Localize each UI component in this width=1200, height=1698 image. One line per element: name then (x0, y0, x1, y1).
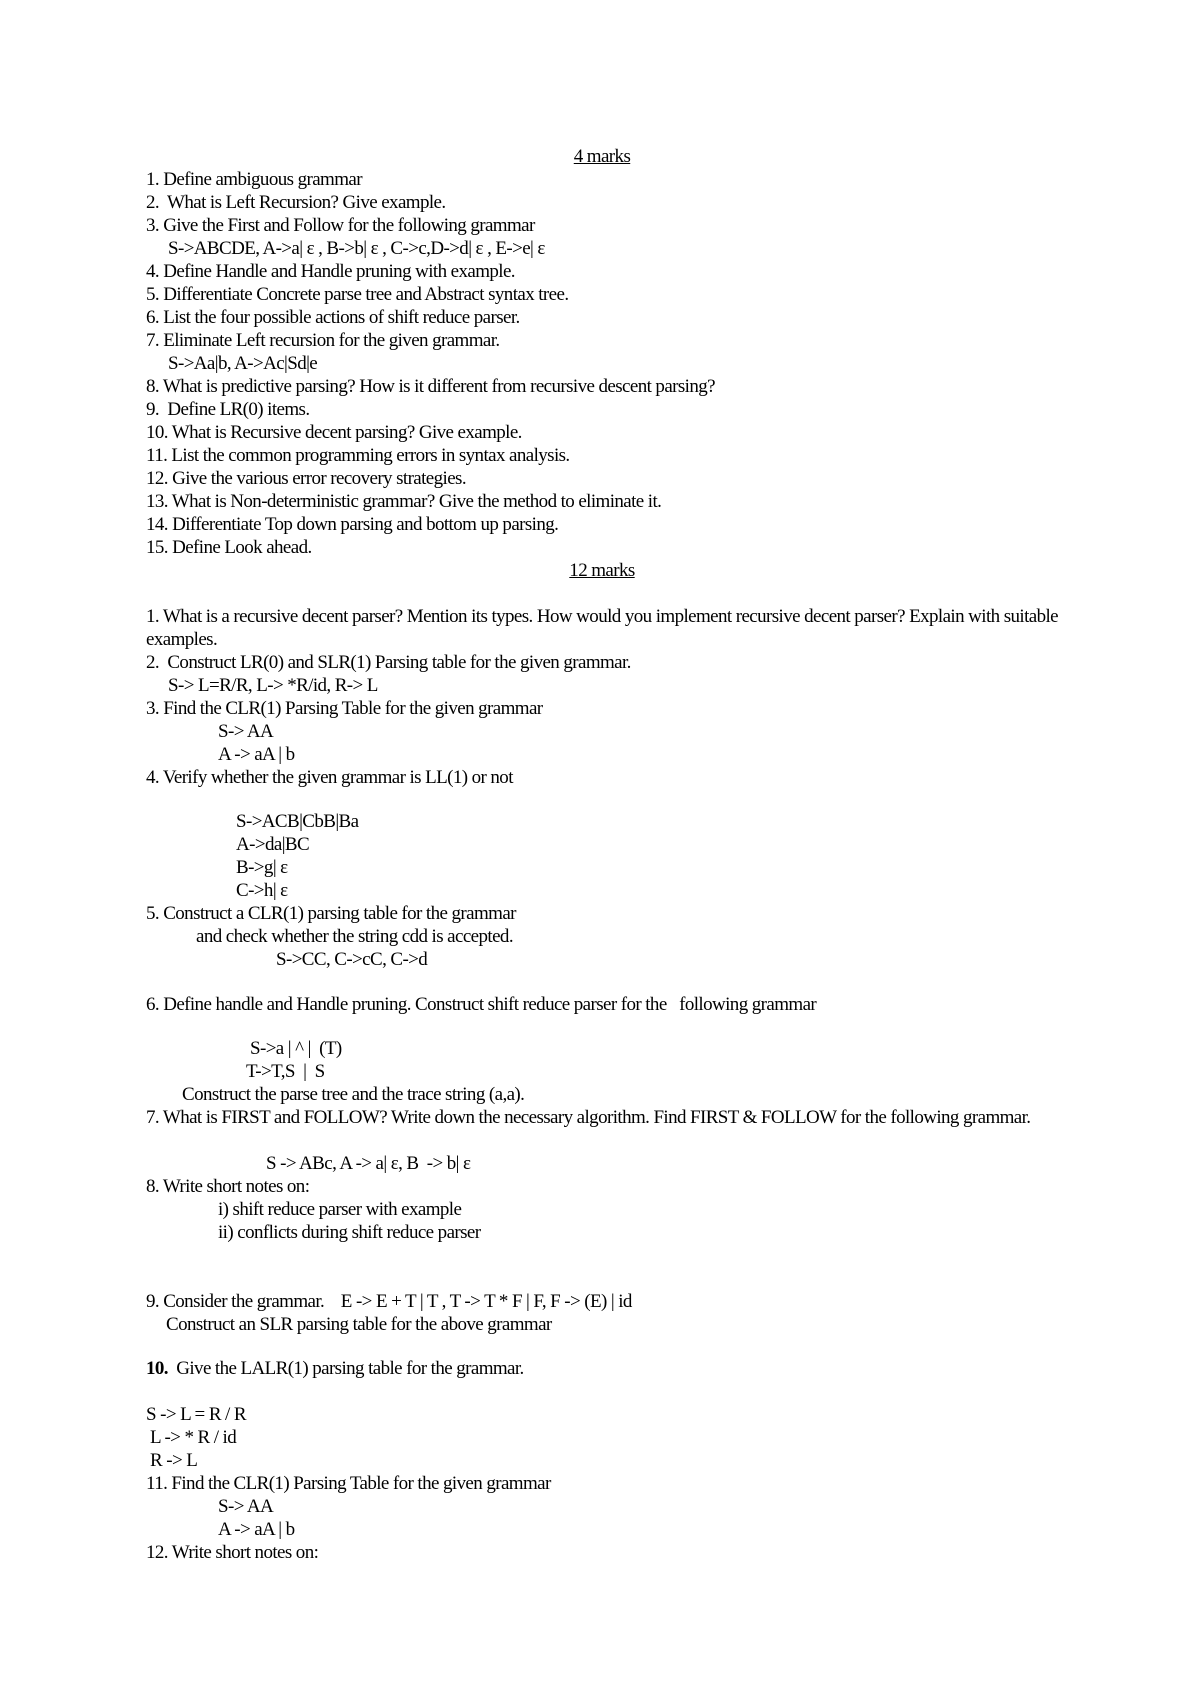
question-8: 8. Write short notes on: (146, 1176, 310, 1197)
question-line: 4. Define Handle and Handle pruning with example. (146, 261, 515, 282)
question-line: 7. Eliminate Left recursion for the given grammar. (146, 330, 500, 351)
question-6-continued: Construct the parse tree and the trace string (a,a). (182, 1084, 525, 1105)
question-line: 3. Give the First and Follow for the following grammar (146, 215, 535, 236)
question-5-continued: and check whether the string cdd is accepted. (196, 926, 513, 947)
question-line: 9. Define LR(0) items. (146, 399, 310, 420)
grammar-line: S->ABCDE, A->a| ε , B->b| ε , C->c,D->d| ε , E->e| ε (168, 238, 545, 259)
question-line: 11. List the common programming errors in syntax analysis. (146, 445, 570, 466)
question-line: 5. Differentiate Concrete parse tree and Abstract syntax tree. (146, 284, 569, 305)
grammar-line: S -> ABc, A -> a| ε, B -> b| ε (266, 1153, 471, 1174)
grammar-line: A->da|BC (236, 834, 310, 855)
grammar-line: A -> aA | b (218, 744, 295, 765)
grammar-line: C->h| ε (236, 880, 288, 901)
question-line: 14. Differentiate Top down parsing and bottom up parsing. (146, 514, 559, 535)
grammar-line: T->T,S | S (246, 1061, 325, 1082)
question-11: 11. Find the CLR(1) Parsing Table for the given grammar (146, 1473, 551, 1494)
grammar-line: B->g| ε (236, 857, 288, 878)
sub-item: ii) conflicts during shift reduce parser (218, 1222, 481, 1243)
grammar-line: L -> * R / id (150, 1427, 237, 1448)
question-7: 7. What is FIRST and FOLLOW? Write down the necessary algorithm. Find FIRST & FOLLOW for the following grammar. (146, 1107, 1031, 1128)
question-10-text: Give the LALR(1) parsing table for the grammar. (167, 1358, 524, 1379)
question-4: 4. Verify whether the given grammar is LL(1) or not (146, 767, 513, 788)
section-heading-12-marks: 12 marks (569, 560, 635, 581)
grammar-line: S->a | ^ | (T) (250, 1038, 342, 1059)
question-1: 1. What is a recursive decent parser? Mention its types. How would you implement recursive decent parser? Explain with suitable examples. (146, 606, 1058, 650)
question-line: 6. List the four possible actions of shift reduce parser. (146, 307, 520, 328)
question-3: 3. Find the CLR(1) Parsing Table for the given grammar (146, 698, 543, 719)
grammar-line: S -> L = R / R (146, 1404, 246, 1425)
question-line: 8. What is predictive parsing? How is it different from recursive descent parsing? (146, 376, 715, 397)
grammar-line: S->Aa|b, A->Ac|Sd|e (168, 353, 318, 374)
question-5: 5. Construct a CLR(1) parsing table for the grammar (146, 903, 516, 924)
question-line: 10. What is Recursive decent parsing? Give example. (146, 422, 522, 443)
section-heading-4-marks: 4 marks (573, 146, 631, 167)
question-line: 2. What is Left Recursion? Give example. (146, 192, 446, 213)
question-line: 1. Define ambiguous grammar (146, 169, 362, 190)
grammar-line: R -> L (150, 1450, 198, 1471)
question-9: 9. Consider the grammar. E -> E + T | T , T -> T * F | F, F -> (E) | id (146, 1291, 632, 1312)
sub-item: i) shift reduce parser with example (218, 1199, 462, 1220)
grammar-line: S->ACB|CbB|Ba (236, 811, 359, 832)
grammar-line: A -> aA | b (218, 1519, 295, 1540)
grammar-line: S-> AA (218, 1496, 274, 1517)
question-2: 2. Construct LR(0) and SLR(1) Parsing table for the given grammar. (146, 652, 631, 673)
grammar-line: S-> L=R/R, L-> *R/id, R-> L (168, 675, 378, 696)
grammar-line: S-> AA (218, 721, 274, 742)
question-10-number: 10. (146, 1358, 168, 1379)
question-6: 6. Define handle and Handle pruning. Construct shift reduce parser for the following grammar (146, 994, 817, 1015)
question-12: 12. Write short notes on: (146, 1542, 319, 1563)
question-line: 12. Give the various error recovery strategies. (146, 468, 466, 489)
question-9-continued: Construct an SLR parsing table for the above grammar (166, 1314, 552, 1335)
question-10 (146, 1357, 524, 1380)
question-line: 13. What is Non-deterministic grammar? Give the method to eliminate it. (146, 491, 662, 512)
grammar-line: S->CC, C->cC, C->d (276, 949, 428, 970)
question-line: 15. Define Look ahead. (146, 537, 312, 558)
